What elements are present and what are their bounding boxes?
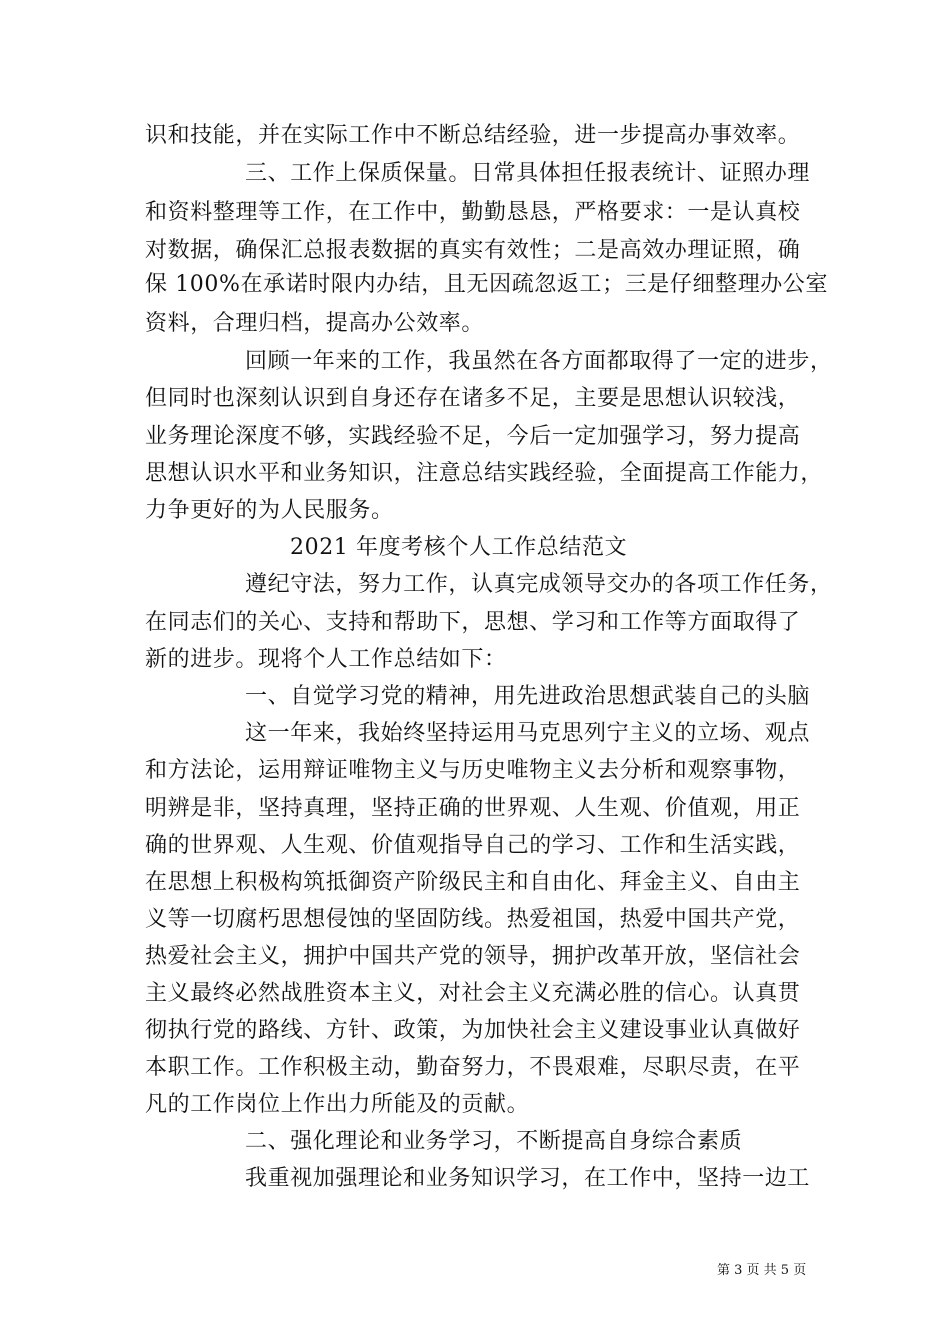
text-line: 资料，合理归档，提高办公效率。 <box>145 311 485 336</box>
text-line: 确的世界观、人生观、价值观指导自己的学习、工作和生活实践， <box>145 833 801 858</box>
section-heading: 二、强化理论和业务学习，不断提高自身综合素质 <box>245 1129 743 1154</box>
text-line: 业务理论深度不够，实践经验不足，今后一定加强学习，努力提高 <box>145 424 801 449</box>
text-line: 义等一切腐朽思想侵蚀的坚固防线。热爱祖国，热爱中国共产党， <box>145 907 801 932</box>
text-line: 保 100%在承诺时限内办结，且无因疏忽返工；三是仔细整理办公室 <box>145 272 829 297</box>
text-line: 主义最终必然战胜资本主义，对社会主义充满必胜的信心。认真贯 <box>145 981 801 1006</box>
text-line: 和方法论，运用辩证唯物主义与历史唯物主义去分析和观察事物， <box>145 758 801 783</box>
text-line: 在同志们的关心、支持和帮助下，思想、学习和工作等方面取得了 <box>145 610 801 635</box>
text-line: 回顾一年来的工作，我虽然在各方面都取得了一定的进步， <box>245 349 833 374</box>
text-line: 三、工作上保质保量。日常具体担任报表统计、证照办理 <box>245 161 811 186</box>
text-line: 但同时也深刻认识到自身还存在诸多不足，主要是思想认识较浅， <box>145 386 801 411</box>
text-line: 凡的工作岗位上作出力所能及的贡献。 <box>145 1092 530 1117</box>
text-line: 在思想上积极构筑抵御资产阶级民主和自由化、拜金主义、自由主 <box>145 870 801 895</box>
text-line: 力争更好的为人民服务。 <box>145 498 394 523</box>
section-heading: 一、自觉学习党的精神，用先进政治思想武装自己的头脑 <box>245 684 811 709</box>
text-line: 本职工作。工作积极主动，勤奋努力，不畏艰难，尽职尽责，在平 <box>145 1055 801 1080</box>
text-line: 遵纪守法，努力工作，认真完成领导交办的各项工作任务， <box>245 572 833 597</box>
section-title: 2021 年度考核个人工作总结范文 <box>290 535 628 560</box>
text-line: 和资料整理等工作，在工作中，勤勤恳恳，严格要求：一是认真校 <box>145 200 801 225</box>
text-line: 识和技能，并在实际工作中不断总结经验，进一步提高办事效率。 <box>145 123 801 148</box>
text-line: 新的进步。现将个人工作总结如下： <box>145 647 507 672</box>
page-number: 第 3 页 共 5 页 <box>717 1263 807 1278</box>
text-line: 彻执行党的路线、方针、政策，为加快社会主义建设事业认真做好 <box>145 1018 801 1043</box>
text-line: 明辨是非，坚持真理，坚持正确的世界观、人生观、价值观，用正 <box>145 796 801 821</box>
text-line: 热爱社会主义，拥护中国共产党的领导，拥护改革开放，坚信社会 <box>145 944 801 969</box>
text-line: 这一年来，我始终坚持运用马克思列宁主义的立场、观点 <box>245 721 811 746</box>
text-line: 我重视加强理论和业务知识学习，在工作中，坚持一边工 <box>245 1166 811 1191</box>
text-line: 思想认识水平和业务知识，注意总结实践经验，全面提高工作能力， <box>145 461 824 486</box>
text-line: 对数据，确保汇总报表数据的真实有效性；二是高效办理证照，确 <box>145 238 801 263</box>
